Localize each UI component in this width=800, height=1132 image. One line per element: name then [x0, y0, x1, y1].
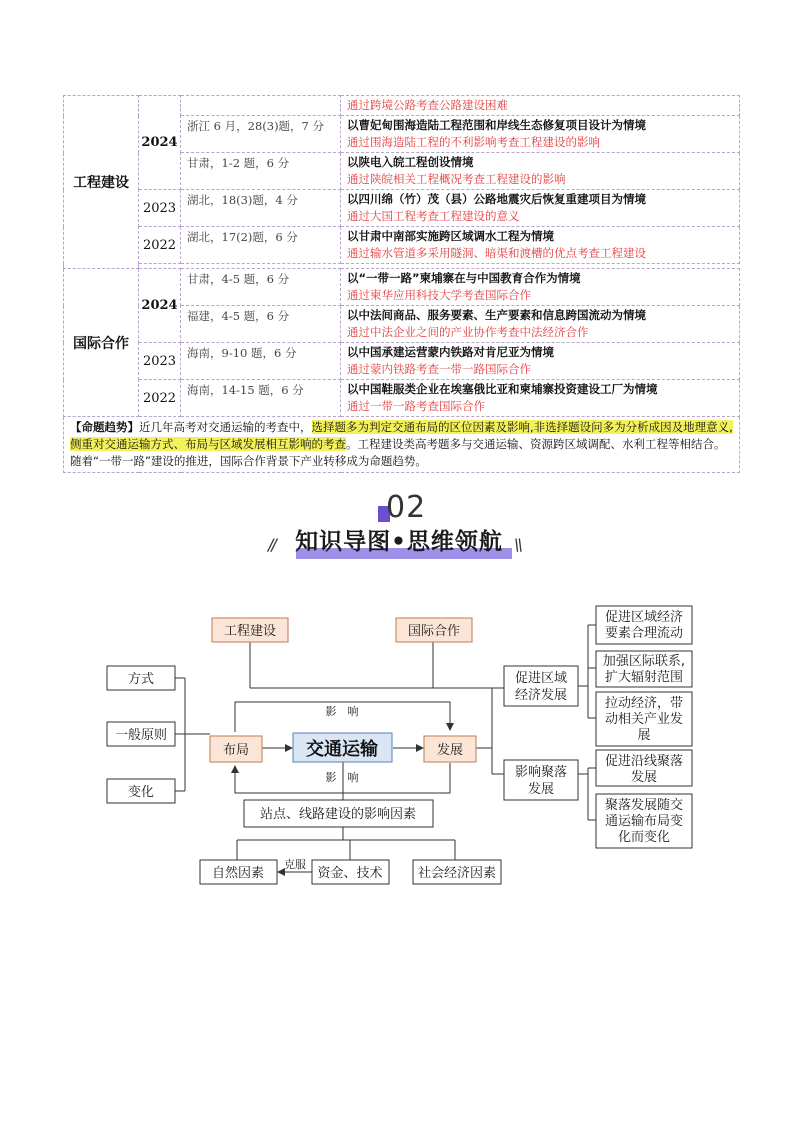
- description-sub: 通过陕皖相关工程概况考查工程建设的影响: [347, 172, 566, 186]
- regional-item-line: 加强区际联系,: [602, 654, 686, 669]
- center-label: 交通运输: [306, 739, 378, 760]
- section-title: 知识导图•思维领航: [295, 529, 503, 555]
- settlement-label-line: 影响聚落: [514, 765, 568, 780]
- section-number: 02: [386, 490, 427, 525]
- year-cell: 2024: [139, 269, 181, 343]
- description-sub: 通过输水管道多采用隧洞、暗渠和渡槽的优点考查工程建设: [347, 246, 646, 260]
- natural-factor-label: 自然因素: [211, 866, 265, 881]
- trend-highlight: 选择题多为判定交通布局的区位因素及影响,非选择题设问多为分析成因及地理意义,侧重对交通运输方式、布局与区域发展相互影响的考查: [70, 420, 733, 451]
- settlement-item-line: 促进沿线聚落: [604, 754, 684, 769]
- description-main: 以四川绵（竹）茂（县）公路地震灾后恢复重建项目为情境: [347, 192, 646, 206]
- table-row: [64, 96, 740, 116]
- capital-label: 资金、技术: [317, 866, 383, 881]
- center-node: [293, 733, 392, 762]
- description-sub: 通过大国工程考查工程建设的意义: [347, 209, 520, 223]
- trend-tag: 【命题趋势】: [70, 420, 139, 434]
- regional-label-line: 促进区域: [514, 671, 568, 686]
- settlement-item-line: 聚落发展随交: [604, 798, 684, 813]
- year-cell: 2024: [139, 96, 181, 190]
- regional-label-line: 经济发展: [514, 688, 568, 703]
- description-cell: [341, 269, 740, 306]
- engineering-label: 工程建设: [223, 624, 277, 639]
- trend-row: [64, 417, 740, 473]
- source-cell: 海南，14-15 题，6 分: [181, 380, 341, 417]
- settlement-item-node: [596, 794, 692, 848]
- table-row: [64, 269, 740, 306]
- source-cell: 浙江 6 月，28(3)题，7 分: [181, 116, 341, 153]
- table-row: [64, 380, 740, 417]
- layout-node: [210, 736, 262, 762]
- layout-label: 布局: [222, 743, 250, 758]
- table-row: [64, 343, 740, 380]
- regional-item-node: [596, 692, 692, 746]
- description-sub: 通过一带一路考查国际合作: [347, 399, 485, 413]
- trend-lead: 近几年高考对交通运输的考查中，: [139, 420, 312, 434]
- description-sub: 通过柬华应用科技大学考查国际合作: [347, 288, 531, 302]
- description-sub: 通过蒙内铁路考查一带一路国际合作: [347, 362, 531, 376]
- overcome-label: 克服: [284, 858, 306, 871]
- category-cell: 工程建设: [64, 96, 139, 269]
- description-main: 以中法间商品、服务要素、生产要素和信息跨国流动为情境: [347, 308, 646, 322]
- description-cell: [341, 227, 740, 264]
- development-node: [424, 736, 476, 762]
- factors-node: [244, 800, 433, 827]
- exam-table-wrapper: [63, 95, 739, 473]
- principle-node: [107, 722, 175, 746]
- table-row: [64, 227, 740, 264]
- source-cell: 甘肃，4-5 题，6 分: [181, 269, 341, 306]
- exam-analysis-table: [63, 95, 740, 473]
- settlement-label-line: 发展: [527, 782, 555, 797]
- source-cell: 湖北，17(2)题，6 分: [181, 227, 341, 264]
- table-row: [64, 190, 740, 227]
- regional-item-node: [596, 651, 692, 687]
- description-main: 以中国承建运营蒙内铁路对肯尼亚为情境: [347, 345, 554, 359]
- principle-label: 一般原则: [114, 728, 168, 743]
- source-cell: 湖北，18(3)题，4 分: [181, 190, 341, 227]
- description-cell: [341, 116, 740, 153]
- year-cell: 2022: [139, 227, 181, 264]
- source-cell: 福建，4-5 题，6 分: [181, 306, 341, 343]
- year-cell: 2023: [139, 190, 181, 227]
- capital-node: [312, 860, 389, 884]
- description-sub: 通过围海造陆工程的不利影响考查工程建设的影响: [347, 135, 600, 149]
- settlement-item-line: 化而变化: [617, 830, 671, 845]
- regional-item-line: 扩大辐射范围: [604, 670, 684, 685]
- description-cell: [341, 190, 740, 227]
- regional-item-line: 要素合理流动: [604, 626, 684, 641]
- source-cell: [181, 96, 341, 116]
- description-sub: 通过跨境公路考查公路建设困难: [347, 98, 508, 112]
- regional-item-line: 动相关产业发: [604, 712, 684, 727]
- slash-decoration-left: //: [268, 535, 275, 554]
- cooperation-node: [396, 618, 472, 642]
- regional-item-line: 拉动经济，带: [604, 696, 684, 711]
- trend-rest: 。工程建设类高考题多与交通运输、资源跨区域调配、水利工程等相结合。随着“一带一路”建设的推进，国际合作背景下产业转移成为命题趋势。: [70, 437, 726, 468]
- social-factor-node: [413, 860, 501, 884]
- social-factor-label: 社会经济因素: [417, 866, 497, 881]
- settlement-item-line: 发展: [630, 770, 658, 785]
- settlement-item-node: [596, 750, 692, 786]
- description-cell: [341, 343, 740, 380]
- factors-label: 站点、线路建设的影响因素: [259, 807, 417, 822]
- regional-item-line: 促进区域经济: [604, 610, 684, 625]
- engineering-node: [212, 618, 288, 642]
- change-node: [107, 779, 175, 803]
- description-cell: [341, 380, 740, 417]
- trend-cell: [64, 417, 740, 473]
- change-label: 变化: [127, 785, 155, 800]
- natural-factor-node: [200, 860, 277, 884]
- description-cell: [341, 153, 740, 190]
- settlement-development-node: [504, 760, 578, 800]
- influence-top-label: 影 响: [325, 705, 359, 718]
- description-main: 以中国鞋服类企业在埃塞俄比亚和柬埔寨投资建设工厂为情境: [347, 382, 658, 396]
- cooperation-label: 国际合作: [407, 624, 461, 639]
- description-cell: [341, 306, 740, 343]
- development-label: 发展: [436, 743, 464, 758]
- source-cell: 海南，9-10 题，6 分: [181, 343, 341, 380]
- description-main: 以曹妃甸围海造陆工程范围和岸线生态修复项目设计为情境: [347, 118, 646, 132]
- mode-node: [107, 666, 175, 690]
- description-main: 以“一带一路”柬埔寨在与中国教育合作为情境: [347, 271, 581, 285]
- source-cell: 甘肃，1-2 题，6 分: [181, 153, 341, 190]
- description-sub: 通过中法企业之间的产业协作考查中法经济合作: [347, 325, 589, 339]
- description-main: 以甘肃中南部实施跨区域调水工程为情境: [347, 229, 554, 243]
- description-main: 以陕电入皖工程创设情境: [347, 155, 474, 169]
- slash-decoration-right: \\: [514, 535, 521, 554]
- regional-item-node: [596, 606, 692, 644]
- year-cell: 2023: [139, 343, 181, 380]
- description-cell: [341, 96, 740, 116]
- year-cell: 2022: [139, 380, 181, 417]
- regional-item-line: 展: [637, 728, 651, 743]
- influence-bottom-label: 影 响: [325, 771, 359, 784]
- regional-development-node: [504, 666, 578, 706]
- mind-map: [0, 600, 800, 900]
- category-cell: 国际合作: [64, 269, 139, 417]
- mode-label: 方式: [127, 672, 155, 687]
- settlement-item-line: 通运输布局变: [604, 814, 684, 829]
